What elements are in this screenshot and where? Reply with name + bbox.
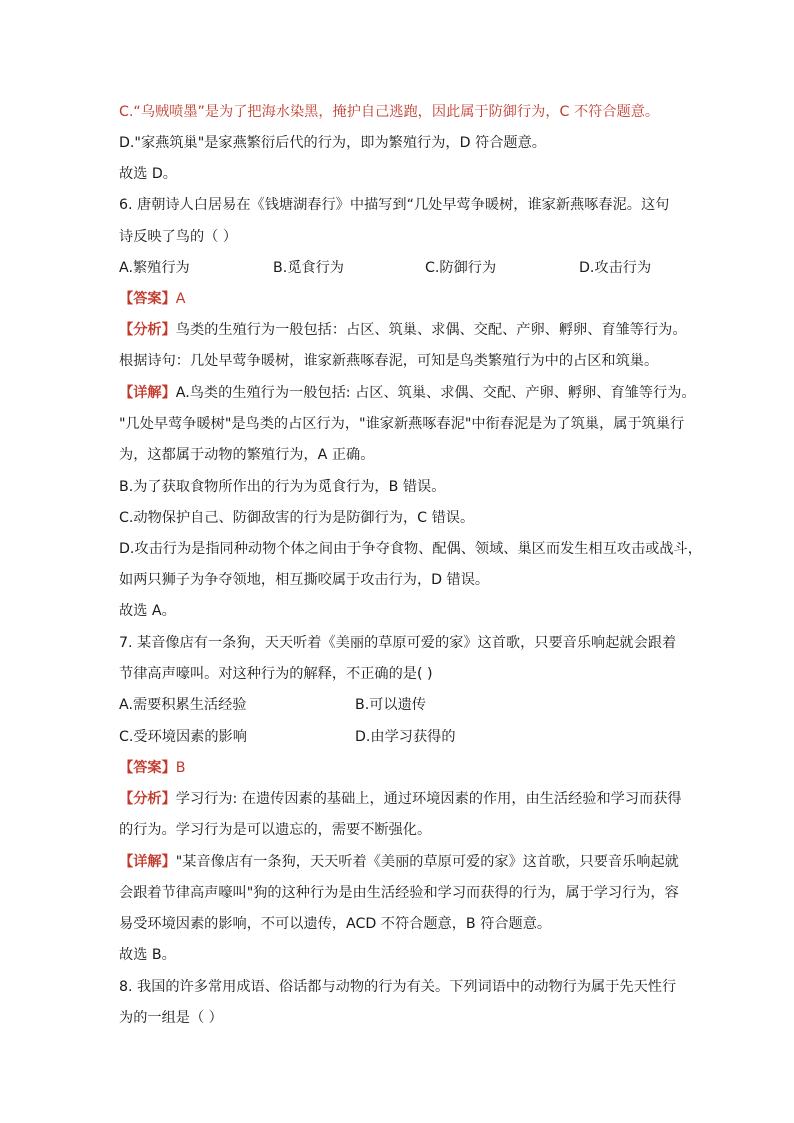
q6-option-a: A.繁殖行为 [119, 260, 190, 276]
detail-tag: 【详解】 [119, 385, 176, 401]
q7-option-a: A.需要积累生活经验 [119, 697, 247, 713]
q7-detail-line2: 会跟着节律高声嚎叫"狗的这种行为是由生活经验和学习而获得的行为，属于学习行为，容 [119, 885, 679, 901]
q7-option-c: C.受环境因素的影响 [119, 729, 247, 745]
analysis-tag: 【分析】 [119, 322, 176, 338]
q7-detail-line3: 易受环境因素的影响，不可以遗传，ACD 不符合题意，B 符合题意。 [119, 916, 552, 932]
q7-stem-line1: 7. 某音像店有一条狗，天天听着《美丽的草原可爱的家》这首歌，只要音乐响起就会跟着 [119, 635, 677, 651]
q6-detail-line3: 为，这都属于动物的繁殖行为，A 正确。 [119, 447, 375, 463]
q6-detail-line5: C.动物保护自己、防御敌害的行为是防御行为，C 错误。 [119, 510, 475, 526]
analysis-text: 鸟类的生殖行为一般包括：占区、筑巢、求偶、交配、产卵、孵卵、育雏等行为。 [175, 322, 687, 338]
analysis-tag: 【分析】 [119, 791, 176, 807]
detail-tag: 【详解】 [119, 854, 176, 870]
answer-value: B [175, 760, 186, 776]
q6-stem-line2: 诗反映了鸟的（ ） [119, 229, 238, 245]
q6-stem-line1: 6. 唐朝诗人白居易在《钱塘湖春行》中描写到“几处早莺争暖树，谁家新燕啄春泥。这句 [119, 197, 670, 213]
detail-text: "某音像店有一条狗，天天听着《美丽的草原可爱的家》这首歌，只要音乐响起就 [175, 854, 679, 870]
q6-option-c: C.防御行为 [425, 260, 497, 276]
q8-stem-line1: 8. 我国的许多常用成语、俗话都与动物的行为有关。下列词语中的动物行为属于先天性行 [119, 979, 677, 995]
q6-option-d: D.攻击行为 [579, 260, 652, 276]
prev-conclusion: 故选 D。 [119, 166, 177, 182]
answer-value: A [175, 291, 186, 307]
q7-detail-line1 [119, 852, 684, 872]
q8-stem-line2: 为的一组是（ ） [119, 1010, 223, 1026]
q6-analysis-line2: 根据诗句：几处早莺争暖树，谁家新燕啄春泥，可知是鸟类繁殖行为中的占区和筑巢。 [119, 353, 659, 369]
prev-option-c-analysis: C.“乌贼喷墨”是为了把海水染黑，掩护自己逃跑，因此属于防御行为，C 不符合题意。 [119, 104, 660, 120]
detail-text: A.鸟类的生殖行为一般包括: 占区、筑巢、求偶、交配、产卵、孵卵、育雏等行为。 [175, 385, 696, 401]
q6-answer [119, 289, 684, 309]
q6-analysis-line1 [119, 320, 687, 340]
q6-detail-line6: D.攻击行为是指同种动物个体之间由于争夺食物、配偶、领域、巢区而发生相互攻击或战斗， [119, 541, 702, 557]
q7-analysis-line1 [119, 789, 684, 809]
q7-analysis-line2: 的行为。学习行为是可以遗忘的，需要不断强化。 [119, 822, 432, 838]
analysis-text: 学习行为: 在遗传因素的基础上，通过环境因素的作用，由生活经验和学习而获得 [175, 791, 682, 807]
q6-detail-line4: B.为了获取食物所作出的行为为觅食行为，B 错误。 [119, 479, 446, 495]
answer-tag: 【答案】 [119, 760, 176, 776]
q6-option-b: B.觅食行为 [273, 260, 344, 276]
q6-conclusion: 故选 A。 [119, 603, 176, 619]
q7-stem-line2: 节律高声嚎叫。对这种行为的解释，不正确的是( ) [119, 666, 433, 682]
prev-option-d-analysis: D."家燕筑巢"是家燕繁衍后代的行为，即为繁殖行为，D 符合题意。 [119, 135, 546, 151]
q7-option-b: B.可以遗传 [355, 697, 426, 713]
answer-tag: 【答案】 [119, 291, 176, 307]
q6-detail-line2: "几处早莺争暖树"是鸟类的占区行为，"谁家新燕啄春泥"中衔春泥是为了筑巢，属于筑巢行 [119, 416, 685, 432]
q7-answer [119, 758, 684, 778]
q6-detail-line1 [119, 383, 696, 403]
q7-option-d: D.由学习获得的 [355, 729, 456, 745]
q7-conclusion: 故选 B。 [119, 947, 176, 963]
q6-detail-line7: 如两只狮子为争夺领地，相互撕咬属于攻击行为，D 错误。 [119, 572, 490, 588]
